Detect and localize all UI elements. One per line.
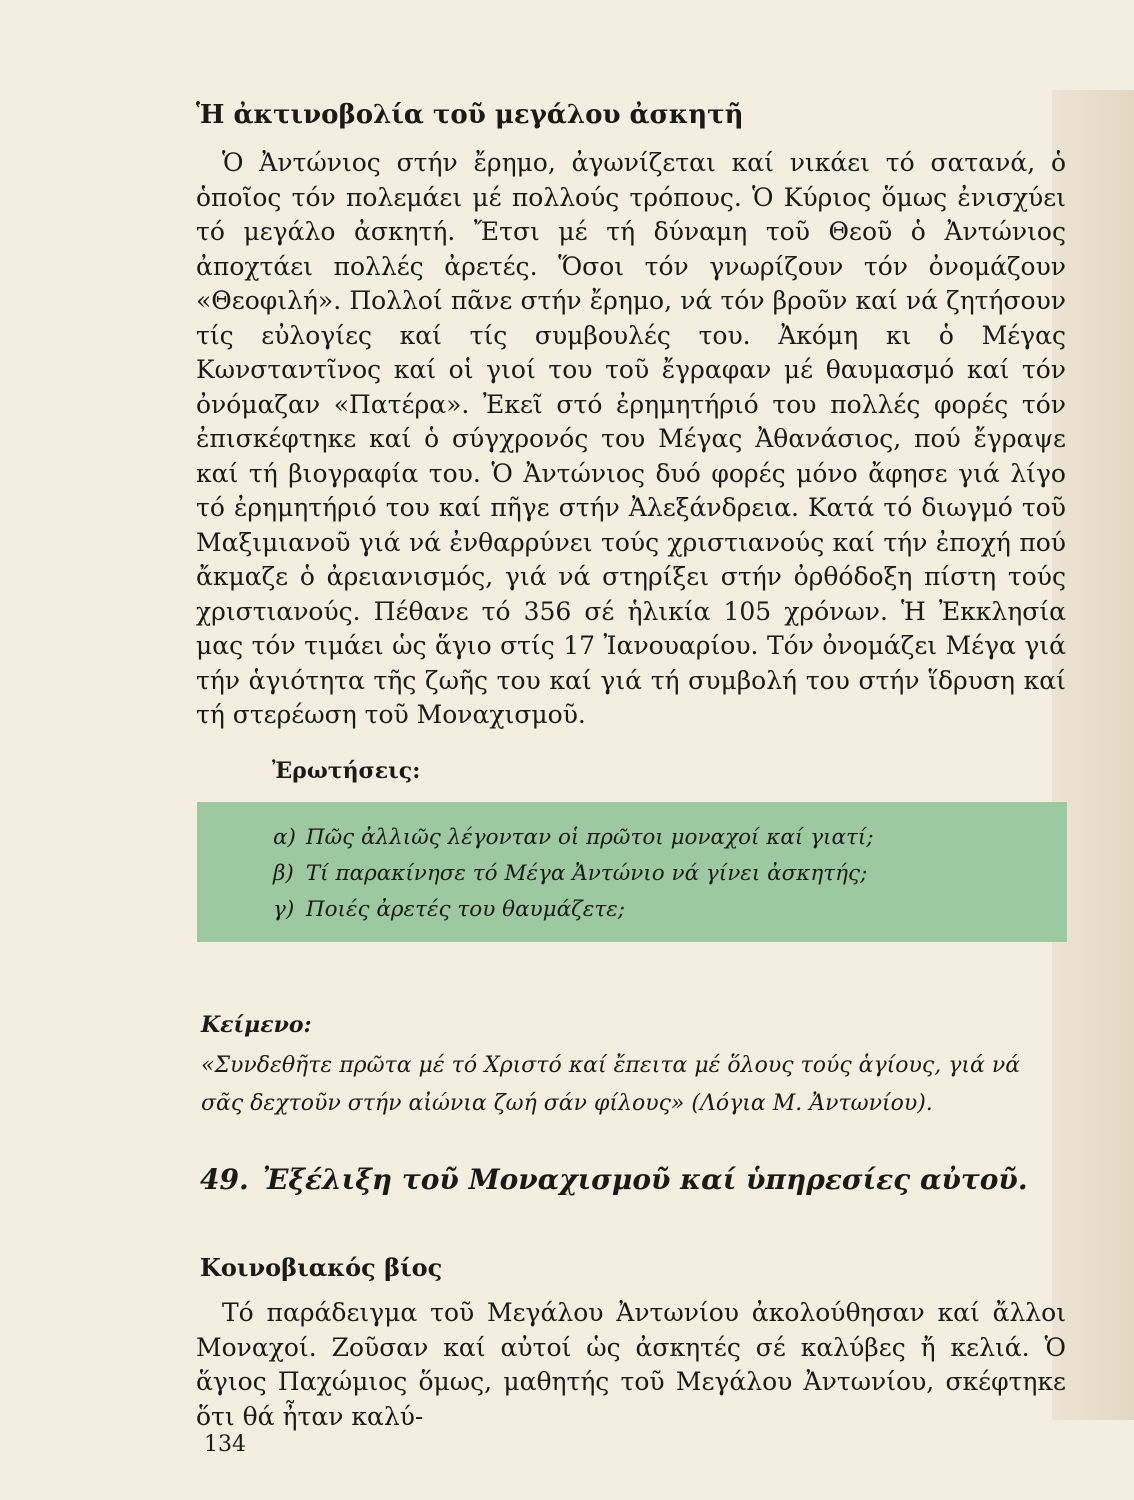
main-paragraph: Ὁ Ἀντώνιος στήν ἔρημο, ἀγωνίζεται καί νικάει τό σατανά, ὁ ὁποῖος τόν πολεμάει μέ πολλούς τρόπους. Ὁ Κύριος ὅμως ἐνισχύει τό μεγάλο ἀσκητή. Ἔτσι μέ τή δύναμη τοῦ Θεοῦ ὁ Ἀντώνιος ἀποχτάει πολλές ἀρετές. Ὅσοι τόν γνωρίζουν τόν ὀνομάζουν «Θεοφιλή». Πολλοί πᾶνε στήν ἔρημο, νά τόν βροῦν καί νά ζητήσουν τίς εὐλογίες καί τίς συμβουλές του. Ἀκόμη κι ὁ Μέγας Κωνσταντῖνος καί οἱ γιοί του τοῦ ἔγραφαν μέ θαυμασμό καί τόν ὀνόμαζαν «Πατέρα». Ἐκεῖ στό ἐρημητήριό του πολλές φορές τόν ἐπισκέφτηκε καί ὁ σύγχρονός του Μέγας Ἀθανάσιος, πού ἔγραψε καί τή βιογραφία του. Ὁ Ἀντώνιος δυό φορές μόνο ἄφησε γιά λίγο τό ἐρημητήριό του καί πῆγε στήν Ἀλεξάνδρεια. Κατά τό διωγμό τοῦ Μαξιμιανοῦ γιά νά ἐνθαρρύνει τούς χριστιανούς καί τήν ἐποχή πού ἄκμαζε ὁ ἀρειανισμός, γιά νά στηρίξει στήν ὀρθόδοξη πίστη τούς χριστιανούς. Πέθανε τό 356 σέ ἡλικία 105 χρόνων. Ἡ Ἐκκλησία μας τόν τιμάει ὡς ἅγιο στίς 17 Ἰανουαρίου. Τόν ὀνομάζει Μέγα γιά τήν ἁγιότητα τῆς ζωῆς του καί γιά τή συμβολή του στήν ἵδρυση καί τή στερέωση τοῦ Μοναχισμοῦ. — [196, 148, 1066, 729]
question-text: Τί παρακίνησε τό Μέγα Ἀντώνιο νά γίνει ἀσκητής; — [305, 861, 868, 886]
question-item — [273, 856, 874, 892]
chapter-heading — [200, 1163, 1028, 1196]
question-marker: β) — [273, 861, 294, 886]
question-item — [273, 892, 874, 928]
subheading: Κοινοβιακός βίος — [200, 1253, 443, 1282]
questions-list — [273, 820, 874, 928]
question-item — [273, 820, 874, 856]
chapter-title: Ἐξέλιξη τοῦ Μοναχισμοῦ καί ὑπηρεσίες αὐτοῦ. — [262, 1163, 1028, 1196]
questions-label: Ἐρωτήσεις: — [272, 758, 421, 784]
questions-box — [197, 802, 1067, 942]
section-heading: Ἡ ἀκτινοβολία τοῦ μεγάλου ἀσκητῆ — [196, 100, 744, 130]
second-paragraph: Τό παράδειγμα τοῦ Μεγάλου Ἀντωνίου ἀκολούθησαν καί ἄλλοι Μοναχοί. Ζοῦσαν καί αὐτοί ὡς ἀσκητές σέ καλύβες ἤ κελιά. Ὁ ἅγιος Παχώμιος ὅμως, μαθητής τοῦ Μεγάλου Ἀντωνίου, σκέφτηκε ὅτι θά ἦταν καλύ- — [196, 1298, 1066, 1431]
excerpt-text: «Συνδεθῆτε πρῶτα μέ τό Χριστό καί ἔπειτα μέ ὅλους τούς ἁγίους, γιά νά σᾶς δεχτοῦν στήν αἰώνια ζωή σάν φίλους» (Λόγια Μ. Ἀντωνίου). — [201, 1053, 1021, 1116]
question-text: Ποιές ἀρετές του θαυμάζετε; — [305, 897, 626, 922]
chapter-number: 49. — [200, 1163, 249, 1196]
question-marker: α) — [273, 825, 296, 850]
question-marker: γ) — [273, 897, 295, 922]
page-number: 134 — [204, 1432, 246, 1457]
excerpt-label: Κείμενο: — [201, 1012, 312, 1038]
question-text: Πῶς ἀλλιῶς λέγονταν οἱ πρῶτοι μοναχοί καί γιατί; — [305, 825, 874, 850]
